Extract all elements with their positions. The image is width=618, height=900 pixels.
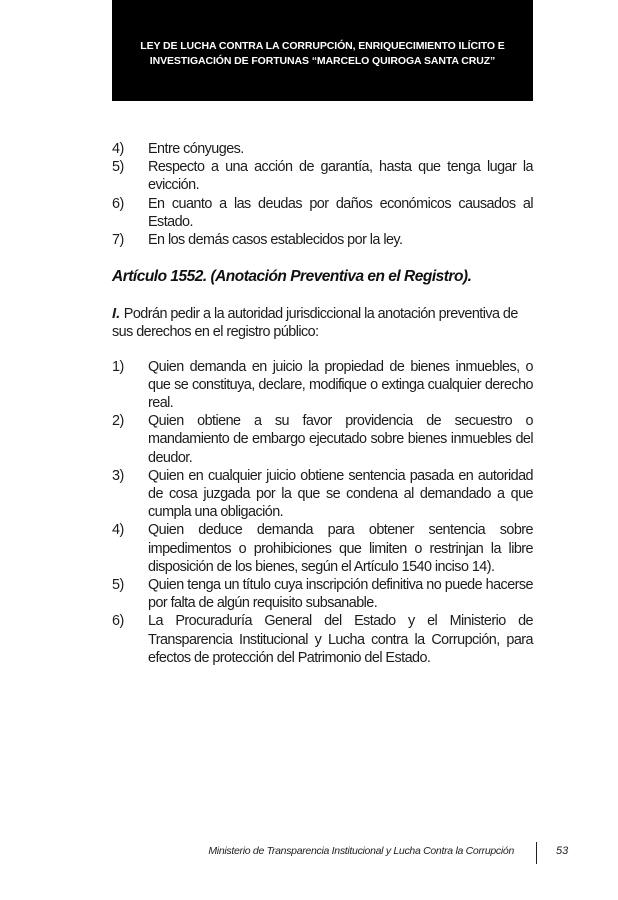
article-paragraph — [112, 305, 533, 341]
list-item — [112, 358, 533, 413]
article-heading: Artículo 1552. (Anotación Preventiva en el Registro). — [112, 268, 472, 286]
list-item — [112, 576, 533, 612]
list-item-text: Quien demanda en juicio la propiedad de bienes inmuebles, o que se constituya, declare, modifique o extinga cualquier derecho real. — [148, 358, 533, 412]
list-item-text: En cuanto a las deudas por daños económicos causados al Estado. — [148, 195, 533, 230]
list-item-number: 7) — [112, 232, 124, 249]
list-item-number: 6) — [112, 613, 124, 630]
list-item-number: 4) — [112, 141, 124, 157]
header-band — [112, 0, 533, 101]
top-list — [112, 140, 533, 249]
list-item-number: 4) — [112, 522, 124, 539]
list-item — [112, 467, 533, 522]
header-title: LEY DE LUCHA CONTRA LA CORRUPCIÓN, ENRIQUECIMIENTO ILÍCITO E INVESTIGACIÓN DE FORTUNAS “MARCELO QUIROGA SANTA CRUZ” — [140, 39, 505, 67]
list-item-number: 3) — [112, 467, 124, 484]
list-item-number: 1) — [112, 358, 124, 375]
list-item-text: Entre cónyuges. — [148, 141, 244, 157]
list-item-text: Quien deduce demanda para obtener sentencia sobre impedimentos o prohibiciones que limiten o restrinjan la libre disposición de los bienes, según el Artículo 1540 inciso 14). — [148, 522, 533, 575]
page-number: 53 — [556, 845, 569, 857]
footer-divider — [536, 842, 537, 864]
list-item-text: Quien en cualquier juicio obtiene sentencia pasada en autoridad de cosa juzgada por la que se condena al demandado a que cumpla una obligación. — [148, 467, 533, 521]
page-footer — [112, 842, 572, 864]
list-item-text: En los demás casos establecidos por la ley. — [148, 232, 403, 249]
list-item — [112, 521, 533, 576]
list-item-number: 2) — [112, 413, 124, 430]
list-item — [112, 158, 533, 194]
list-item-text: Quien obtiene a su favor providencia de secuestro o mandamiento de embargo ejecutado sobre bienes inmuebles del deudor. — [148, 413, 533, 466]
paragraph-numeral: I. — [112, 305, 121, 323]
list-item — [112, 412, 533, 467]
page-content — [112, 140, 533, 667]
list-item-number: 5) — [112, 577, 124, 594]
list-item — [112, 140, 533, 158]
paragraph-text: Podrán pedir a la autoridad jurisdiccional la anotación preventiva de sus derechos en el registro público: — [112, 306, 518, 341]
list-item-text: Respecto a una acción de garantía, hasta que tenga lugar la evicción. — [148, 159, 533, 194]
list-item-number: 5) — [112, 159, 124, 176]
list-item — [112, 612, 533, 667]
list-item — [112, 231, 533, 249]
list-item-number: 6) — [112, 195, 124, 212]
article-list — [112, 358, 533, 667]
list-item-text: Quien tenga un título cuya inscripción definitiva no puede hacerse por falta de algún requisito subsanable. — [148, 577, 533, 612]
footer-ministry-text: Ministerio de Transparencia Institucional y Lucha Contra la Corrupción — [208, 845, 514, 857]
list-item — [112, 195, 533, 231]
list-item-text: La Procuraduría General del Estado y el Ministerio de Transparencia Institucional y Lucha contra la Corrupción, para efectos de protección del Patrimonio del Estado. — [148, 613, 533, 666]
